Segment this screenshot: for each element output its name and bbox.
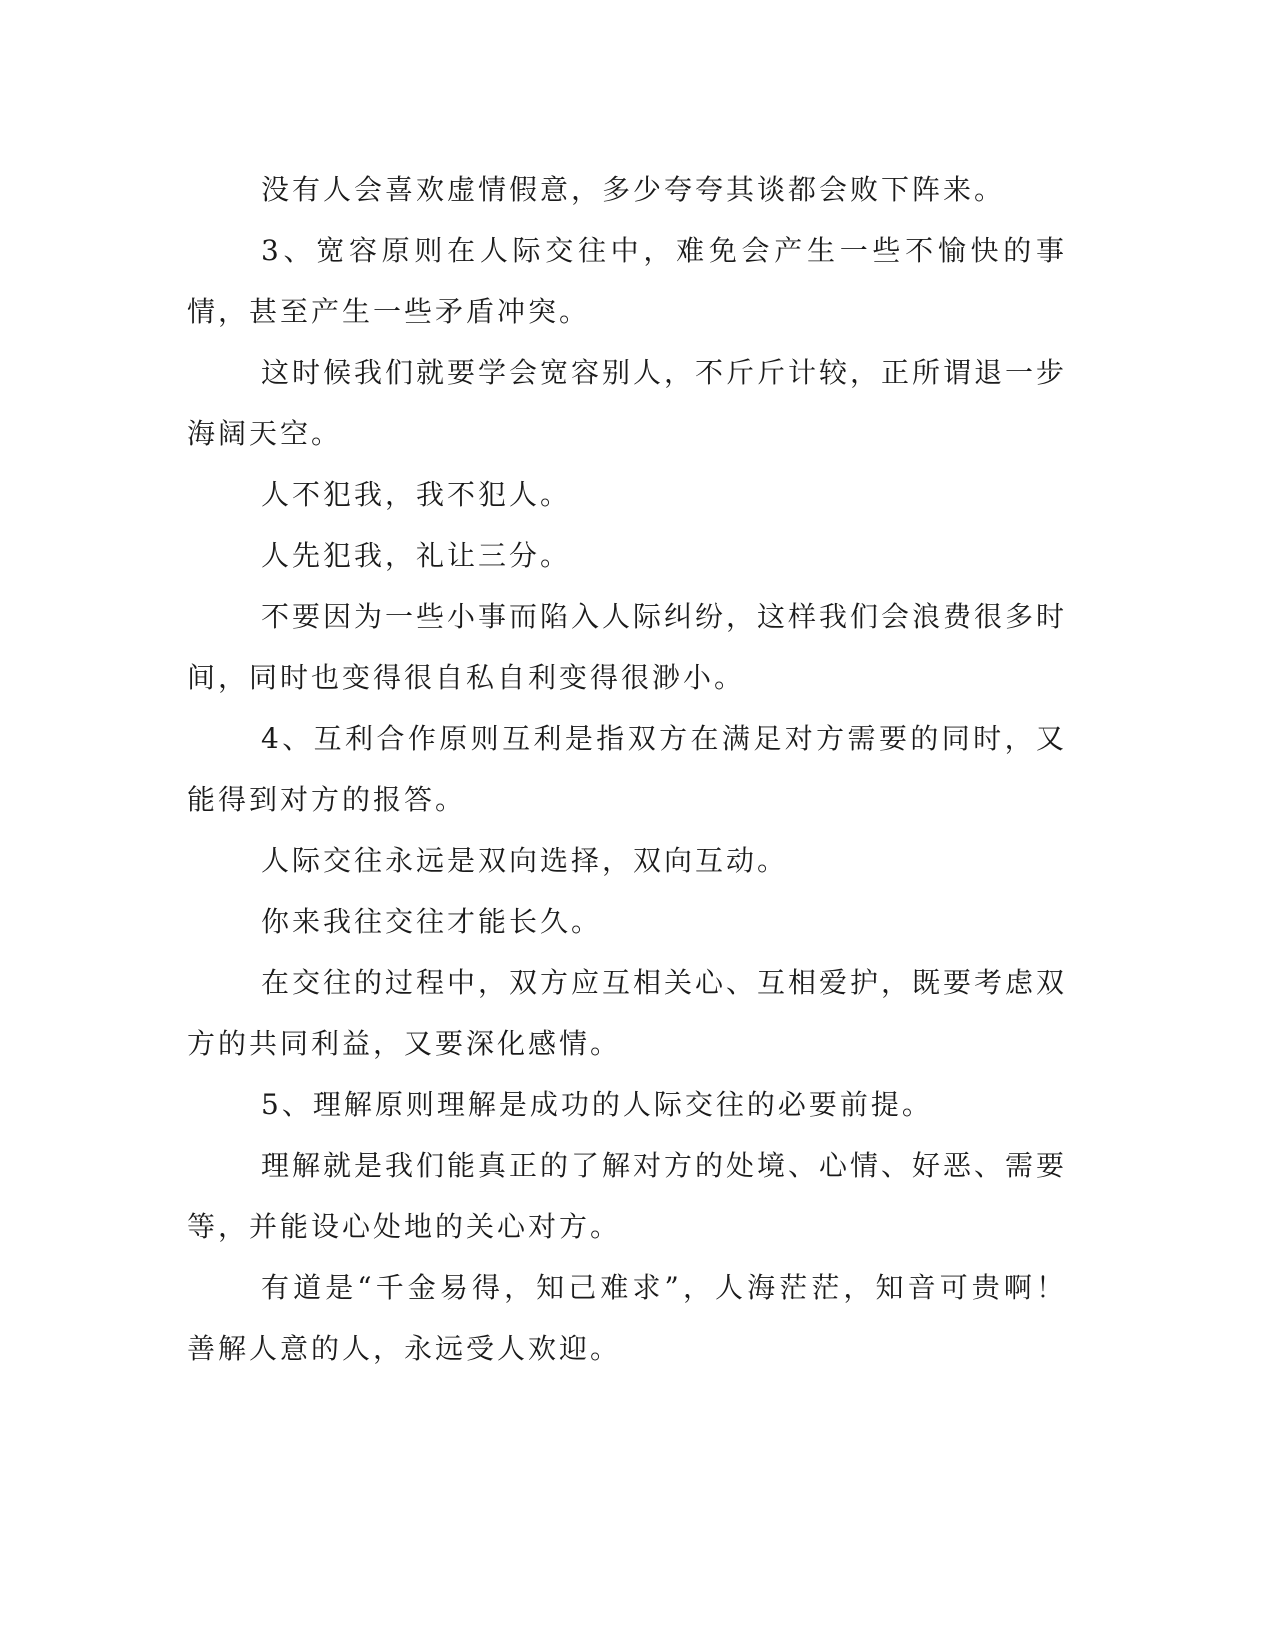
paragraph: 理解就是我们能真正的了解对方的处境、心情、好恶、需要等，并能设心处地的关心对方。 xyxy=(187,1149,1068,1243)
paragraph: 人不犯我，我不犯人。 xyxy=(261,478,572,511)
paragraph: 3、宽容原则在人际交往中，难免会产生一些不愉快的事情，甚至产生一些矛盾冲突。 xyxy=(187,234,1067,328)
paragraph: 人先犯我，礼让三分。 xyxy=(261,539,572,572)
paragraph: 不要因为一些小事而陷入人际纠纷，这样我们会浪费很多时间，同时也变得很自私自利变得很渺小。 xyxy=(187,600,1068,694)
paragraph: 这时候我们就要学会宽容别人，不斤斤计较，正所谓退一步海阔天空。 xyxy=(187,356,1068,450)
paragraph: 人际交往永远是双向选择，双向互动。 xyxy=(261,844,789,877)
paragraph: 没有人会喜欢虚情假意，多少夸夸其谈都会败下阵来。 xyxy=(261,173,1006,206)
paragraph: 有道是“千金易得，知己难求”，人海茫茫，知音可贵啊！善解人意的人，永远受人欢迎。 xyxy=(187,1271,1067,1365)
paragraph: 在交往的过程中，双方应互相关心、互相爱护，既要考虑双方的共同利益，又要深化感情。 xyxy=(187,966,1068,1060)
document-body xyxy=(187,159,1067,1379)
paragraph: 你来我往交往才能长久。 xyxy=(261,905,603,938)
paragraph: 5、理解原则理解是成功的人际交往的必要前提。 xyxy=(261,1088,933,1121)
paragraph: 4、互利合作原则互利是指双方在满足对方需要的同时，又能得到对方的报答。 xyxy=(187,722,1067,816)
